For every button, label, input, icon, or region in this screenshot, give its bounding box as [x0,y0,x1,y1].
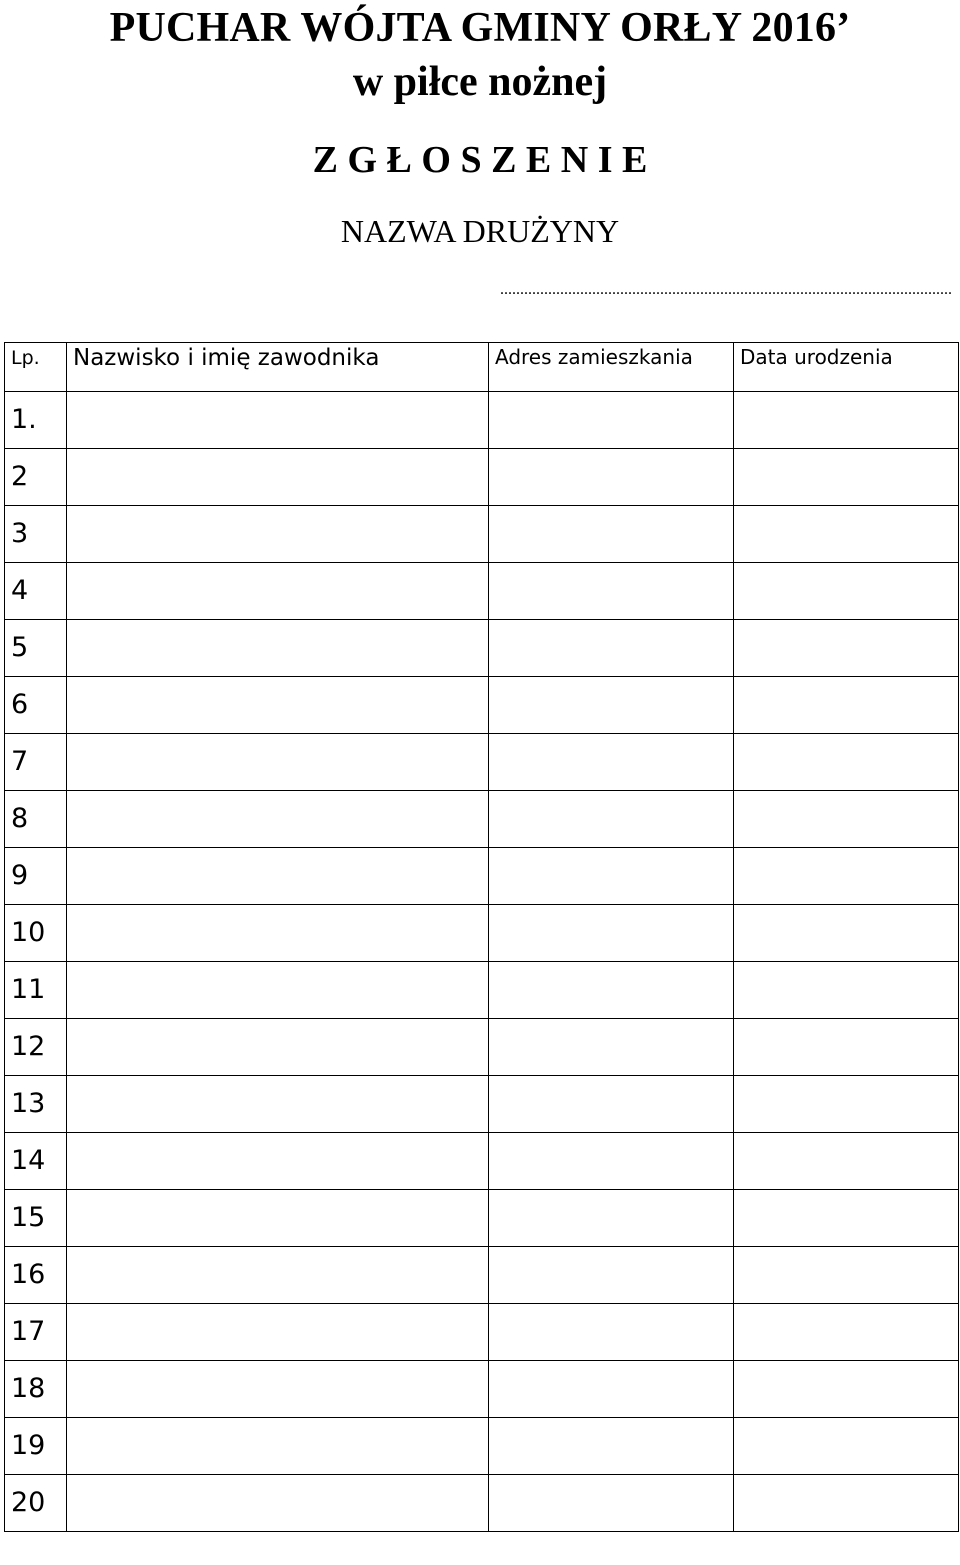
player-name-cell[interactable] [67,1247,489,1304]
player-name-cell[interactable] [67,1304,489,1361]
birth-date-cell[interactable] [734,1190,959,1247]
player-name-cell[interactable] [67,1190,489,1247]
player-roster-table [4,342,959,1532]
row-number: 10 [5,905,67,962]
birth-date-cell[interactable] [734,506,959,563]
table-row [5,620,959,677]
address-cell[interactable] [489,1418,734,1475]
player-name-cell[interactable] [67,620,489,677]
form-heading: Z G Ł O S Z E N I E [312,139,648,181]
birth-date-cell[interactable] [734,1418,959,1475]
birth-date-cell[interactable] [734,962,959,1019]
address-cell[interactable] [489,392,734,449]
row-number: 6 [5,677,67,734]
team-name-label: NAZWA DRUŻYNY [340,213,620,249]
birth-date-cell[interactable] [734,1247,959,1304]
birth-date-cell[interactable] [734,392,959,449]
row-number: 19 [5,1418,67,1475]
table-row [5,1247,959,1304]
address-cell[interactable] [489,734,734,791]
table-header-row [5,343,959,392]
address-cell[interactable] [489,848,734,905]
birth-date-cell[interactable] [734,1019,959,1076]
address-cell[interactable] [489,1247,734,1304]
column-header-birth-date: Data urodzenia [734,343,959,392]
player-name-cell[interactable] [67,1361,489,1418]
row-number: 13 [5,1076,67,1133]
row-number: 11 [5,962,67,1019]
row-number: 3 [5,506,67,563]
table-row [5,962,959,1019]
table-row [5,1475,959,1532]
player-name-cell[interactable] [67,1133,489,1190]
birth-date-cell[interactable] [734,677,959,734]
address-cell[interactable] [489,1361,734,1418]
player-name-cell[interactable] [67,962,489,1019]
address-cell[interactable] [489,1475,734,1532]
birth-date-cell[interactable] [734,449,959,506]
address-cell[interactable] [489,620,734,677]
birth-date-cell[interactable] [734,734,959,791]
table-row [5,449,959,506]
row-number: 18 [5,1361,67,1418]
address-cell[interactable] [489,449,734,506]
table-row [5,677,959,734]
birth-date-cell[interactable] [734,620,959,677]
player-name-cell[interactable] [67,1019,489,1076]
row-number: 17 [5,1304,67,1361]
document-title: PUCHAR WÓJTA GMINY ORŁY 2016’ [109,5,851,51]
birth-date-cell[interactable] [734,1076,959,1133]
row-number: 16 [5,1247,67,1304]
address-cell[interactable] [489,1076,734,1133]
table-row [5,1304,959,1361]
column-header-address: Adres zamieszkania [489,343,734,392]
table-row [5,1190,959,1247]
table-row [5,506,959,563]
birth-date-cell[interactable] [734,848,959,905]
row-number: 4 [5,563,67,620]
player-name-cell[interactable] [67,905,489,962]
address-cell[interactable] [489,1190,734,1247]
column-header-number: Lp. [5,343,67,392]
row-number: 8 [5,791,67,848]
birth-date-cell[interactable] [734,791,959,848]
table-row [5,734,959,791]
birth-date-cell[interactable] [734,1133,959,1190]
row-number: 15 [5,1190,67,1247]
document-subtitle: w piłce nożnej [352,59,608,105]
player-name-cell[interactable] [67,791,489,848]
player-name-cell[interactable] [67,848,489,905]
row-number: 9 [5,848,67,905]
table-row [5,1418,959,1475]
address-cell[interactable] [489,905,734,962]
address-cell[interactable] [489,1019,734,1076]
player-name-cell[interactable] [67,1418,489,1475]
player-name-cell[interactable] [67,1475,489,1532]
address-cell[interactable] [489,677,734,734]
table-row [5,1076,959,1133]
player-name-cell[interactable] [67,449,489,506]
row-number: 12 [5,1019,67,1076]
column-header-player-name: Nazwisko i imię zawodnika [67,343,489,392]
table-row [5,1133,959,1190]
birth-date-cell[interactable] [734,563,959,620]
player-name-cell[interactable] [67,563,489,620]
player-name-cell[interactable] [67,392,489,449]
address-cell[interactable] [489,962,734,1019]
table-row [5,563,959,620]
table-row [5,392,959,449]
address-cell[interactable] [489,563,734,620]
address-cell[interactable] [489,506,734,563]
player-name-cell[interactable] [67,734,489,791]
birth-date-cell[interactable] [734,1475,959,1532]
team-name-field[interactable]: ................................................................................................................. [500,281,952,298]
birth-date-cell[interactable] [734,1361,959,1418]
row-number: 1. [5,392,67,449]
row-number: 5 [5,620,67,677]
row-number: 7 [5,734,67,791]
table-row [5,791,959,848]
table-row [5,905,959,962]
row-number: 14 [5,1133,67,1190]
roster-body [5,392,959,1532]
birth-date-cell[interactable] [734,905,959,962]
table-row [5,1361,959,1418]
row-number: 2 [5,449,67,506]
address-cell[interactable] [489,791,734,848]
player-name-cell[interactable] [67,506,489,563]
address-cell[interactable] [489,1304,734,1361]
birth-date-cell[interactable] [734,1304,959,1361]
player-name-cell[interactable] [67,677,489,734]
player-name-cell[interactable] [67,1076,489,1133]
row-number: 20 [5,1475,67,1532]
address-cell[interactable] [489,1133,734,1190]
table-row [5,848,959,905]
table-row [5,1019,959,1076]
